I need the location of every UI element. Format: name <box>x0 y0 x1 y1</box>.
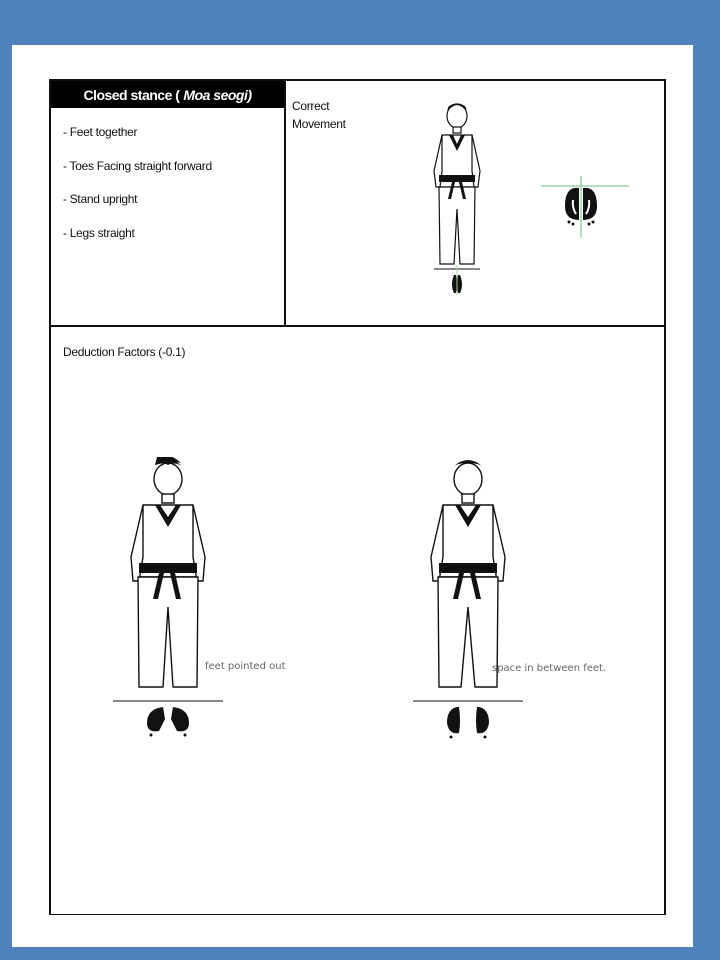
criteria-panel <box>51 81 286 326</box>
page-sheet <box>12 45 693 947</box>
feet-together-diagram <box>541 176 631 242</box>
section-divider <box>51 325 664 327</box>
correct-label-line1: Correct <box>292 99 330 113</box>
correct-movement-panel <box>286 81 666 326</box>
correct-movement-label <box>292 97 372 133</box>
criterion-item: - Legs straight <box>63 225 135 240</box>
criterion-item: - Feet together <box>63 125 138 139</box>
error-space-between-feet-figure <box>413 457 523 749</box>
stance-title-main: Closed stance ( <box>83 86 180 103</box>
correct-stance-figure-illustration <box>424 99 490 299</box>
correct-label-line2: Movement <box>292 117 346 131</box>
space-between-feet-caption: space in between feet. <box>492 663 607 674</box>
stance-card <box>49 79 666 915</box>
criterion-item: - Stand upright <box>63 192 138 206</box>
criteria-list <box>63 125 212 259</box>
error-feet-pointed-out-figure <box>113 457 223 749</box>
stance-title-korean: Moa seogi) <box>183 86 252 103</box>
stance-title <box>51 81 284 108</box>
deduction-factors-label: Deduction Factors (-0.1) <box>63 345 186 359</box>
criterion-item: - Toes Facing straight forward <box>63 158 212 173</box>
feet-pointed-out-caption: feet pointed out <box>205 661 286 672</box>
